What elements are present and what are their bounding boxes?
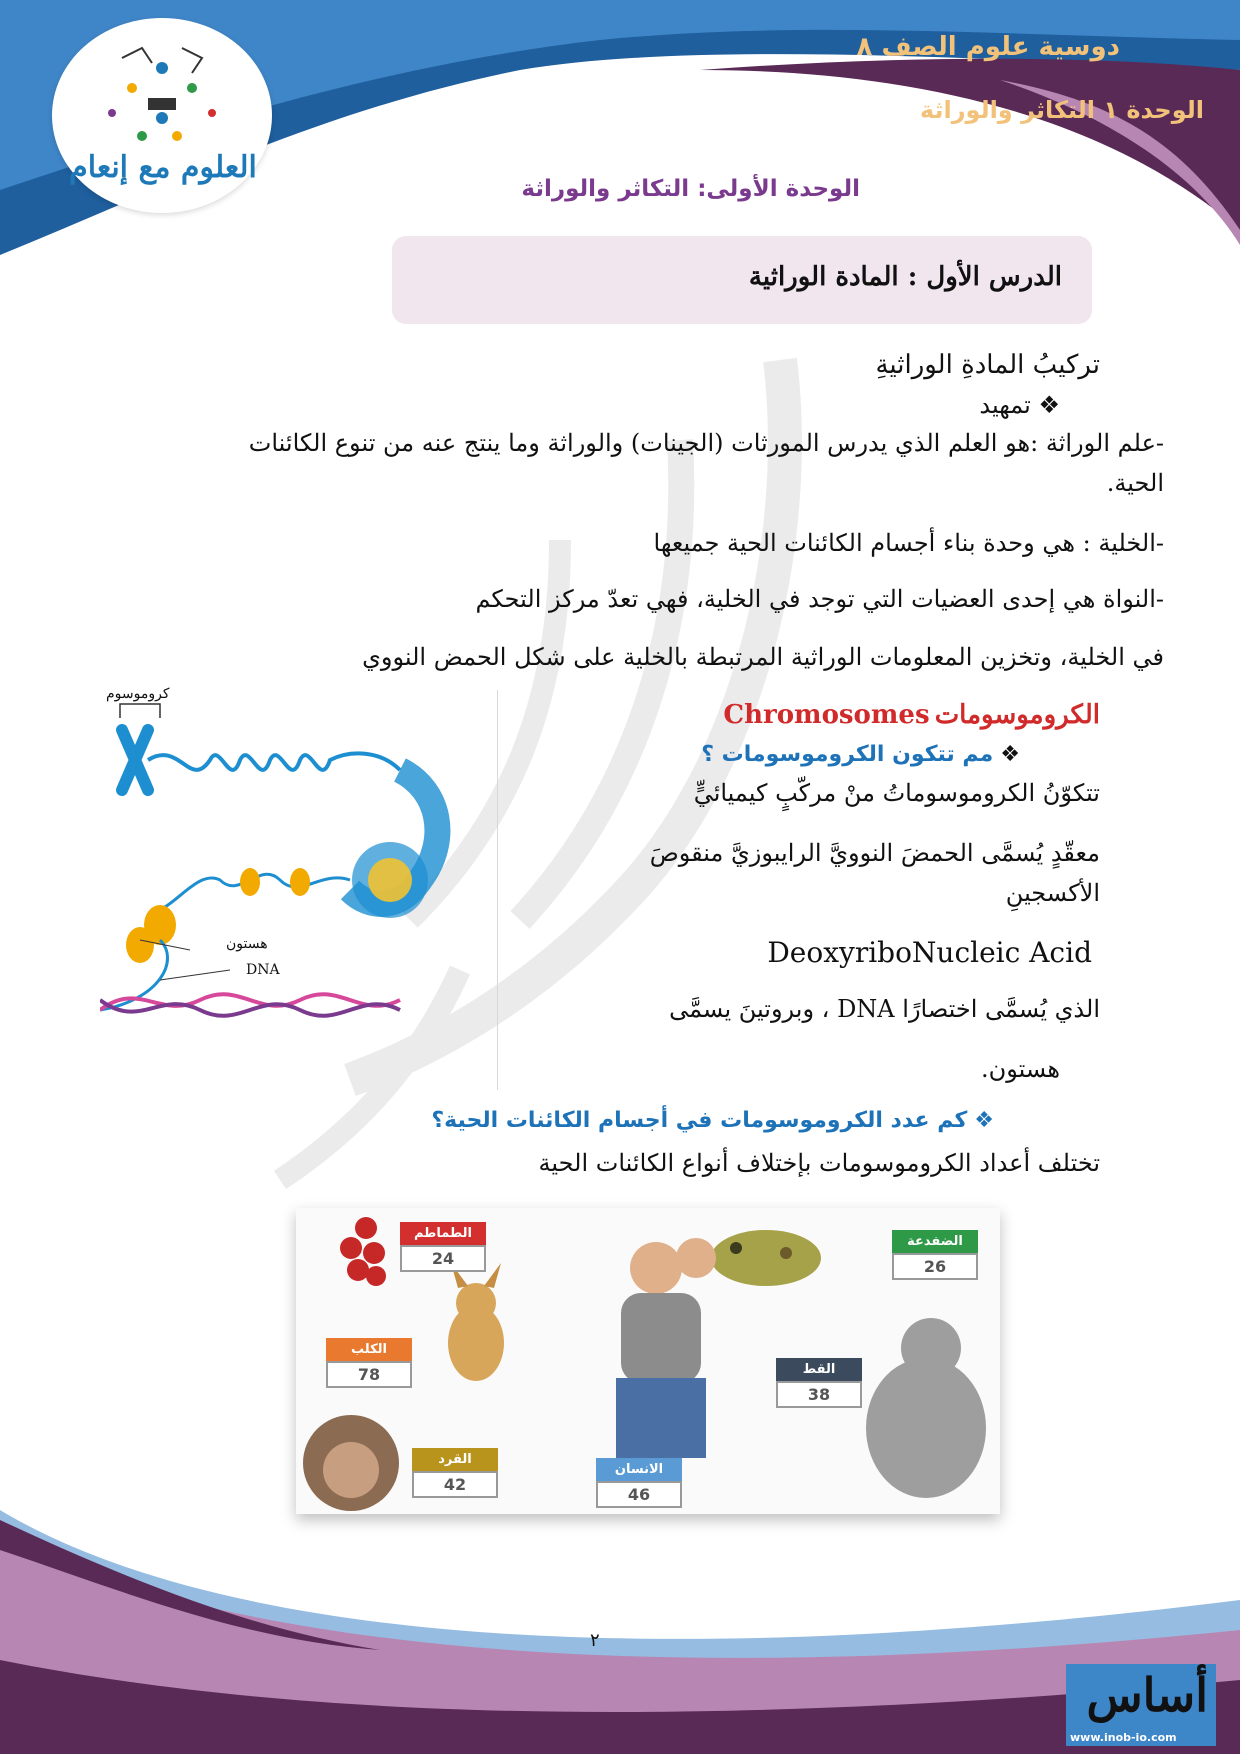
footer-logo-text: أساس xyxy=(1086,1668,1208,1722)
organism-count: 24 xyxy=(400,1245,486,1272)
organism-count: 78 xyxy=(326,1361,412,1388)
chromosomes-heading-ar: الكروموسومات xyxy=(934,700,1100,730)
chromosomes-heading-en: Chromosomes xyxy=(723,700,930,730)
organism-card xyxy=(892,1230,978,1280)
footer-url[interactable]: www.inob-io.com xyxy=(1070,1731,1177,1744)
tomato-illustration xyxy=(340,1217,386,1286)
organism-name: الكلب xyxy=(326,1338,412,1361)
chromosomes-heading xyxy=(723,700,1100,730)
answer-line4: الذي يُسمَّى اختصارًا DNA ، وبروتينَ يسمَّى xyxy=(669,995,1100,1023)
count-answer: تختلف أعداد الكروموسومات بإختلاف أنواع الكائنات الحية xyxy=(538,1149,1100,1177)
answer-line5: هستون. xyxy=(981,1055,1060,1083)
question-count-text: كم عدد الكروموسومات في أجسام الكائنات الحية؟ xyxy=(431,1108,968,1133)
organism-count: 42 xyxy=(412,1471,498,1498)
section-title: تركيبُ المادةِ الوراثيةِ xyxy=(875,350,1100,380)
chromosome-diagram xyxy=(100,680,480,1040)
unit-title: الوحدة الأولى: التكاثر والوراثة xyxy=(521,176,860,202)
genetics-definition-line2: الحية. xyxy=(1106,469,1164,497)
science-icons-cluster xyxy=(52,18,272,168)
intro-bullet xyxy=(979,386,1060,424)
chromosome-count-image xyxy=(296,1208,1000,1514)
unit-short-title: الوحدة ١ التكاثر والوراثة xyxy=(919,96,1204,124)
answer-line1: تتكوّنُ الكروموسوماتُ منْ مركّبٍ كيميائيٍّ xyxy=(693,779,1100,807)
logo-text: العلوم مع إنعام xyxy=(69,150,257,185)
organism-name: القط xyxy=(776,1358,862,1381)
question-composition-text: مم تتكون الكروموسومات ؟ xyxy=(701,742,994,767)
chromosome-label: كروموسوم xyxy=(106,686,170,702)
organism-card xyxy=(776,1358,862,1408)
cell-definition: -الخلية : هي وحدة بناء أجسام الكائنات الحية جميعها xyxy=(653,529,1164,557)
organism-count: 46 xyxy=(596,1481,682,1508)
organism-count: 38 xyxy=(776,1381,862,1408)
diamond-bullet-icon: ❖ xyxy=(967,1108,994,1133)
intro-bullet-text: تمهيد xyxy=(979,391,1031,419)
lesson-title: الدرس الأول : المادة الوراثية xyxy=(748,262,1062,292)
organism-name: القرد xyxy=(412,1448,498,1471)
nucleus-line2: في الخلية، وتخزين المعلومات الوراثية المرتبطة بالخلية على شكل الحمض النووي xyxy=(362,643,1164,671)
dna-label: DNA xyxy=(246,962,280,978)
organism-name: الانسان xyxy=(596,1458,682,1481)
column-divider xyxy=(497,690,498,1090)
page-number: ٢ xyxy=(590,1630,600,1651)
diamond-bullet-icon: ❖ xyxy=(993,742,1020,767)
organism-count: 26 xyxy=(892,1253,978,1280)
footer-logo xyxy=(1066,1664,1216,1746)
answer-en: DeoxyriboNucleic Acid xyxy=(767,936,1092,969)
question-composition xyxy=(701,742,1020,767)
answer-line2: معقّدٍ يُسمَّى الحمضَ النوويَّ الرايبوزيَّ منقوصَ xyxy=(649,839,1100,867)
question-count xyxy=(431,1108,994,1133)
organism-name: الطماطم xyxy=(400,1222,486,1245)
nucleus-line1: -النواة هي إحدى العضيات التي توجد في الخلية، فهي تعدّ مركز التحكم xyxy=(475,585,1164,613)
diamond-bullet-icon: ❖ xyxy=(1030,391,1060,419)
organism-card xyxy=(326,1338,412,1388)
lesson-title-box xyxy=(392,236,1092,324)
footer-decoration xyxy=(0,1480,1240,1754)
genetics-definition-line1: -علم الوراثة :هو العلم الذي يدرس المورثات (الجينات) والوراثة وما ينتج عنه من تنوع الكائنات xyxy=(248,429,1164,457)
organism-name: الضفدعة xyxy=(892,1230,978,1253)
organism-card xyxy=(400,1222,486,1272)
histone-label: هستون xyxy=(226,936,268,952)
booklet-title: دوسية علوم الصف ٨ xyxy=(856,32,1120,62)
answer-line3: الأكسجينِ xyxy=(1005,879,1100,907)
